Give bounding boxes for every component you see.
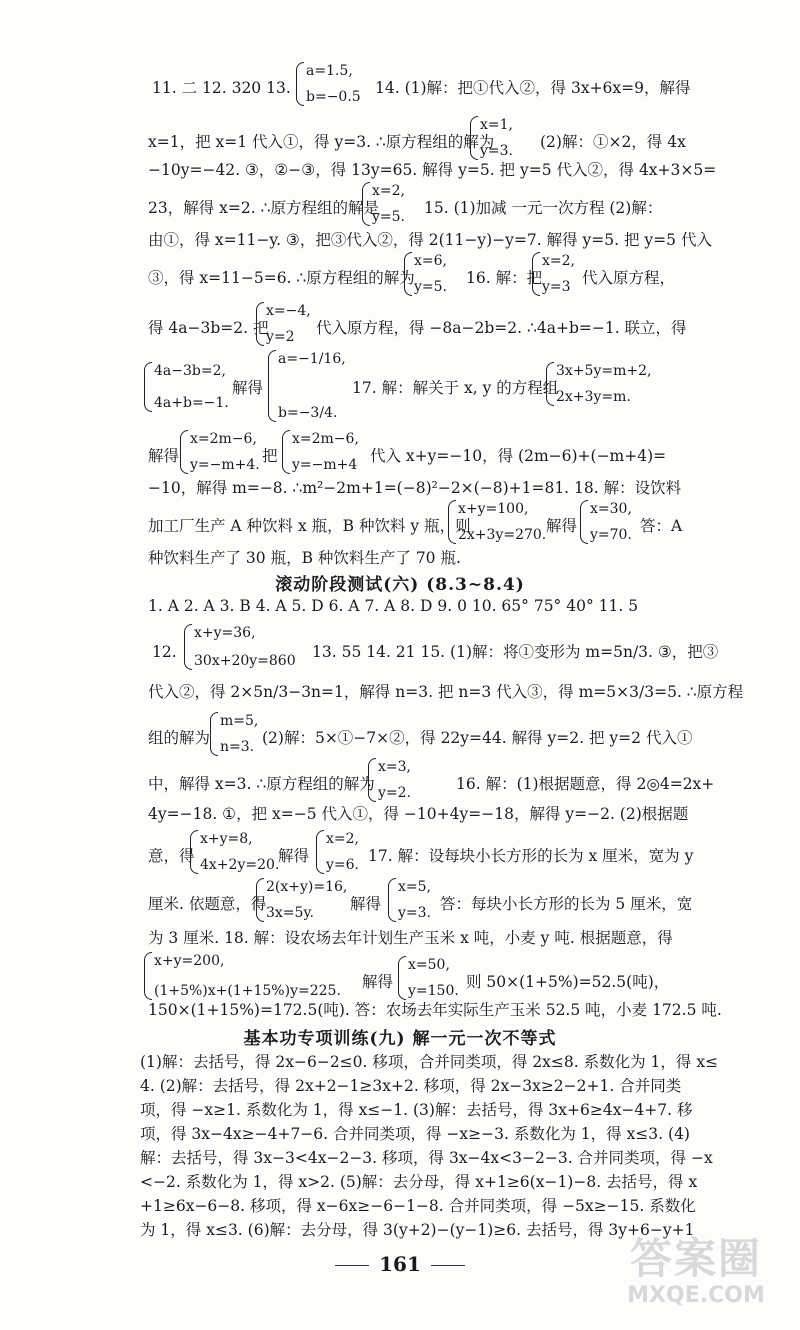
watermark-logo: 答案圈 MXQE.COM bbox=[627, 1234, 765, 1308]
section-heading: 基本功专项训练(九) 解一元一次不等式 bbox=[243, 1029, 557, 1049]
text-line: 项，得 3x−4x≥−4+7−6. 合并同类项，得 −x≥−3. 系数化为 1，得 x≤3. (4) bbox=[140, 1125, 690, 1143]
answer-text: 14. (1)解：把①代入②，得 3x+6x=9，解得 bbox=[375, 79, 691, 97]
text-line: <−2. 系数化为 1，得 x>2. (5)解：去分母，得 x+1≥6(x−1)−8. 去括号，得 x bbox=[140, 1173, 698, 1191]
page-number: 161 bbox=[0, 1252, 800, 1276]
text-line: 解：去括号，得 3x−3<4x−2−3. 移项，得 3x−4x<3−2−3. 合并同类项，得 −x bbox=[140, 1149, 713, 1167]
answer-text: 11. 二 12. 320 13. bbox=[152, 79, 291, 97]
text-line: (1)解：去括号，得 2x−6−2≤0. 移项，合并同类项，得 2x≤8. 系数化为 1，得 x≤ bbox=[140, 1053, 719, 1071]
page: 11. 二 12. 320 13. a=1.5, b=−0.5 14. (1)解：把①代入②，得 3x+6x=9，解得 x=1，把 x=1 代入①，得 y=3. ∴原方程组的解为 x=1, y=3. (2)解：①×2，得 4x −10y=−42. ③，②−③，得 13y=65. 解得 y=5. 把 y=5 代入②，得 4x+3×5= 23，解得 x=2. ∴原方程组的解是 x=2, y=5. 15. (1)加减 一元一次方程 (2)解： 由①，得 x=11−y. ③，把③代入②，得 2(11−y)−y=7. 解得 y=5. 把 y=5 代入 ③，得 x=11−5=6. ∴原方程组的解为 x=6, y=5. 16. 解：把 x=2, y=3 代入原方程， 得 4a−3b=2. 把 x=−4, y=2 代入原方程，得 −8a−2b=2. ∴4a+b=−1. 联立，得 4a−3b=2, 4a+b=−1. 解得 a=−1/16, b=−3/4. 17. 解：解关于 x, y 的方程组 3x+5y=m+2, 2x+3y=m. 解得 x=2m−6, y=−m+4. 把 x=2m−6, y=−m+4 代入 x+y=−10，得 (2m−6)+(−m+4)= −10，解得 m=−8. ∴m²−2m+1=(−8)²−2×(−8)+1=81. 18. 解：设饮料 加工厂生产 A 种饮料 x 瓶，B 种饮料 y 瓶，则 x+y=100, 2x+3y=270. 解得 x=30, y=70. 答：A 种饮料生产了 30 瓶，B 种饮料生产了 70 瓶. 滚动阶段测试(六) (8.3~8.4) 1. A 2. A 3. B 4. A 5. D 6. A 7. A 8. D 9. 0 10. 65° 75° 40° 11. 5 12. x+y=36, 30x+20y=860 13. 55 14. 21 15. (1)解：将①变形为 m=5n/3. ③，把③ 代入②，得 2×5n/3−3n=1，解得 n=3. 把 n=3 代入③，得 m=5×3/3=5. ∴原方程 组的解为 m=5, n=3. (2)解：5×①−7×②，得 22y=44. 解得 y=2. 把 y=2 代入① 中，解得 x=3. ∴原方程组的解为 x=3, y=2. 16. 解：(1)根据题意，得 2◎4=2x+ 4y=−18. ①，把 x=−5 代入①，得 −10+4y=−18，解得 y=−2. (2)根据题 意，得 x+y=8, 4x+2y=20. 解得 x=2, y=6. 17. 解：设每块小长方形的长为 x 厘米，宽为 y 厘米. 依题意，得 2(x+y)=16, 3x=5y. 解得 x=5, y=3. 答：每块小长方形的长为 5 厘米，宽 为 3 厘米. 18. 解：设农场去年计划生产玉米 x 吨，小麦 y 吨. 根据题意，得 x+y=200, (1+5%)x+(1+15%)y=225. 解得 x=50, y=150. 则 50×(1+5%)=52.5(吨)， 150×(1+15%)=172.5(吨). 答：农场去年实际生产玉米 52.5 吨，小麦 172.5 吨. 基本功专项训练(九) 解一元一次不等式 (1)解：去括号，得 2x−6−2≤0. 移项，合并同类项，得 2x≤8. 系数化为 1，得 x≤ 4. (2)解：去括号，得 2x+2−1≥3x+2. 移项，得 2x−3x≥2−2+1. 合并同类 项，得 −x≥1. 系数化为 1，得 x≤−1. (3)解：去括号，得 3x+6≥4x−4+7. 移 项，得 3x−4x≥−4+7−6. 合并同类项，得 −x≥−3. 系数化为 1，得 x≤3. (4) 解：去括号，得 3x−3<4x−2−3. 移项，得 3x−4x<3−2−3. 合并同类项，得 −x <−2. 系数化为 1，得 x>2. (5)解：去分母，得 x+1≥6(x−1)−8. 去括号，得 x +1≥6x−6−8. 移项，得 x−6x≥−6−1−8. 合并同类项，得 −5x≥−15. 系数化 为 1，得 x≤3. (6)解：去分母，得 3(y+2)−(y−1)≥6. 去括号，得 3y+6−y+1 161 答案圈 MXQE.COM bbox=[0, 0, 800, 1330]
text-line: +1≥6x−6−8. 移项，得 x−6x≥−6−1−8. 合并同类项，得 −5x≥−15. 系数化 bbox=[140, 1197, 696, 1215]
text-line: 为 1，得 x≤3. (6)解：去分母，得 3(y+2)−(y−1)≥6. 去括号，得 3y+6−y+1 bbox=[140, 1221, 695, 1239]
section-heading: 滚动阶段测试(六) (8.3~8.4) bbox=[275, 575, 525, 595]
equation-system: a=1.5, b=−0.5 bbox=[296, 62, 361, 106]
text-line: 项，得 −x≥1. 系数化为 1，得 x≤−1. (3)解：去括号，得 3x+6≥4x−4+7. 移 bbox=[140, 1101, 693, 1119]
text-line: 4. (2)解：去括号，得 2x+2−1≥3x+2. 移项，得 2x−3x≥2−2+1. 合并同类 bbox=[140, 1077, 682, 1095]
